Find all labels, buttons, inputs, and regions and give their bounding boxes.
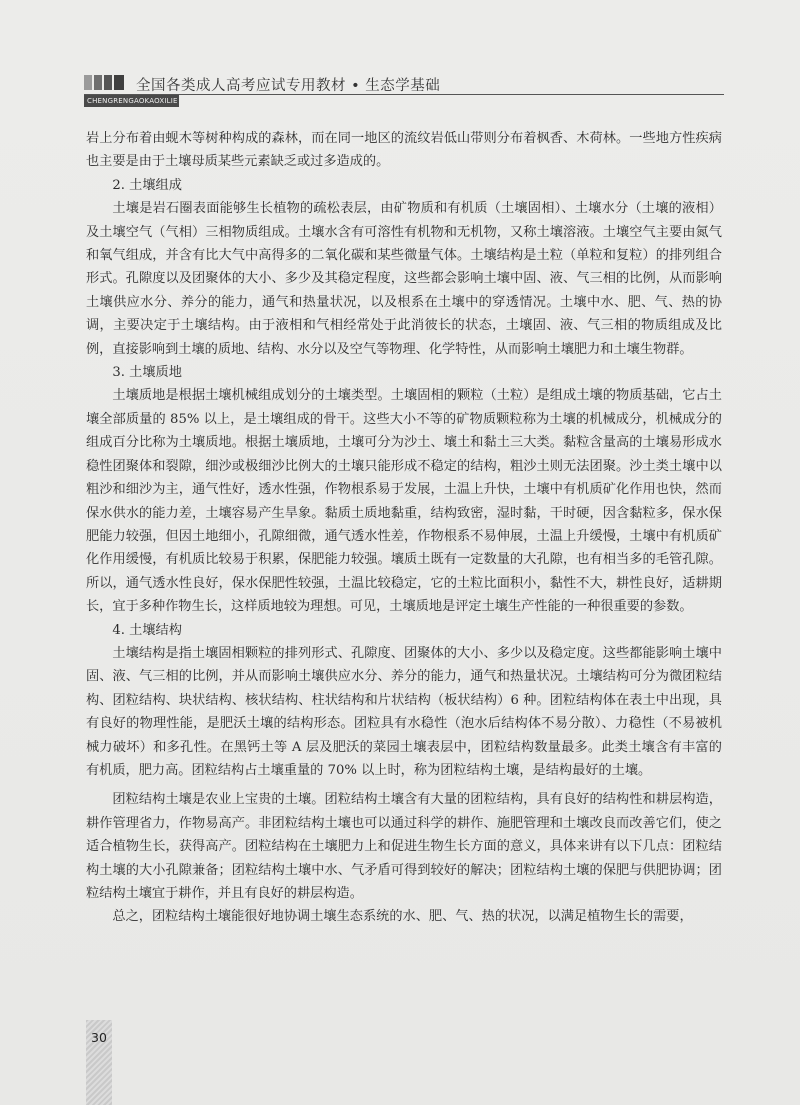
section-heading-soil-texture: 3. 土壤质地 xyxy=(112,365,182,381)
paragraph-soil-texture: 土壤质地是根据土壤机械组成划分的土壤类型。土壤固相的颗粒（土粒）是组成土壤的物质基础，它占土壤全部质量的 85% 以上，是土壤组成的骨干。这些大小不等的矿物质颗粒称为土壤的机械成分，机械成分的组成百分比称为土壤质地。根据土壤质地，土壤可分为沙土、壤土和黏土三大类。黏粒含量高的土壤易形成水稳性团聚体和裂隙，细沙或极细沙比例大的土壤只能形成不稳定的结构，粗沙土则无法团聚。沙土类土壤中以粗沙和细沙为主，通气性好，透水性强，作物根系易于发展，土温上升快，土壤中有机质矿化作用也快，然而保水供水的能力差，土壤容易产生旱象。黏质土质地黏重，结构致密，湿时黏，干时硬，因含黏粒多，保水保肥能力较强，但因土地细小，孔隙细微，通气透水性差，作物根系不易伸展，土温上升缓慢，土壤中有机质矿化作用缓慢，有机质比较易于积累，保肥能力较强。壤质土既有一定数量的大孔隙，也有相当多的毛管孔隙。所以，通气透水性良好，保水保肥性较强，土温比较稳定，它的土粒比面积小，黏性不大，耕性良好，适耕期长，宜于多种作物生长，这样质地较为理想。可见，土壤质地是评定土壤生产性能的一种很重要的参数。 xyxy=(86,388,722,615)
section-heading-soil-structure: 4. 土壤结构 xyxy=(112,622,182,638)
body-text xyxy=(86,127,722,929)
paragraph-soil-structure: 土壤结构是指土壤固相颗粒的排列形式、孔隙度、团聚体的大小、多少以及稳定度。这些都能影响土壤中固、液、气三相的比例，并从而影响土壤供应水分、养分的能力，通气和热量状况。土壤结构可分为微团粒结构、团粒结构、块状结构、核状结构、柱状结构和片状结构（板状结构）6 种。团粒结构体在表土中出现，具有良好的物理性能，是肥沃土壤的结构形态。团粒具有水稳性（泡水后结构体不易分散）、力稳性（不易被机械力破坏）和多孔性。在黑钙土等 A 层及肥沃的菜园土壤表层中，团粒结构数量最多。此类土壤含有丰富的有机质，肥力高。团粒结构占土壤重量的 70% 以上时，称为团粒结构土壤，是结构最好的土壤。 xyxy=(86,645,722,778)
section-heading-soil-composition: 2. 土壤组成 xyxy=(112,177,182,193)
page-number: 30 xyxy=(91,1030,107,1045)
paragraph-continued: 岩上分布着由蚬木等树种构成的森林，而在同一地区的流纹岩低山带则分布着枫香、木荷林。一些地方性疾病也主要是由于土壤母质某些元素缺乏或过多造成的。 xyxy=(86,131,722,170)
header-rule xyxy=(84,94,724,95)
paragraph-summary: 总之，团粒结构土壤能很好地协调土壤生态系统的水、肥、气、热的状况，以满足植物生长的需要， xyxy=(112,909,693,925)
paragraph-soil-composition: 土壤是岩石圈表面能够生长植物的疏松表层，由矿物质和有机质（土壤固相）、土壤水分（土壤的液相）及土壤空气（气相）三相物质组成。土壤水含有可溶性有机物和无机物，又称土壤溶液。土壤空气主要由氮气和氧气组成，并含有比大气中高得多的二氧化碳和某些微量气体。土壤结构是土粒（单粒和复粒）的排列组合形式。孔隙度以及团聚体的大小、多少及其稳定程度，这些都会影响土壤中固、液、气三相的比例，从而影响土壤供应水分、养分的能力，通气和热量状况，以及根系在土壤中的穿透情况。土壤中水、肥、气、热的协调，主要决定于土壤结构。由于液相和气相经常处于此消彼长的状态，土壤固、液、气三相的物质组成及比例，直接影响到土壤的质地、结构、水分以及空气等物理、化学特性，从而影响土壤肥力和土壤生物群。 xyxy=(86,201,722,357)
header-title: 全国各类成人高考应试专用教材 • 生态学基础 xyxy=(136,78,441,94)
paragraph-granular-structure: 团粒结构土壤是农业上宝贵的土壤。团粒结构土壤含有大量的团粒结构，具有良好的结构性和耕层构造，耕作管理省力，作物易高产。非团粒结构土壤也可以通过科学的耕作、施肥管理和土壤改良而改善它们，使之适合植物生长，获得高产。团粒结构在土壤肥力上和促进生物生长方面的意义，具体来讲有以下几点：团粒结构土壤的大小孔隙兼备；团粒结构土壤中水、气矛盾可得到较好的解决；团粒结构土壤的保肥与供肥协调；团粒结构土壤宜于耕作，并且有良好的耕层构造。 xyxy=(86,792,722,901)
header-ornament xyxy=(84,75,124,90)
header-series-tag: CHENGRENGAOKAOXILIE xyxy=(84,95,179,107)
page-number-strip xyxy=(86,1020,112,1105)
running-header xyxy=(84,72,724,106)
